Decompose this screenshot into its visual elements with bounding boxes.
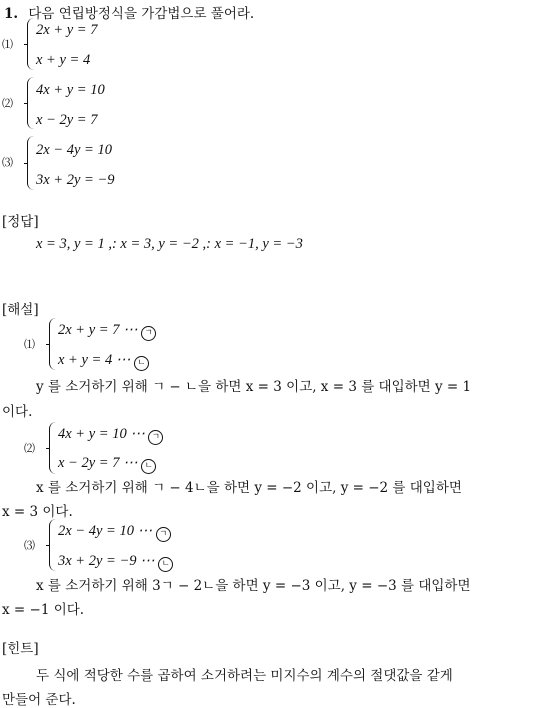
circled-mark-icon: ㄱ <box>141 326 156 341</box>
hint-text-2: 만들어 준다. <box>2 692 76 708</box>
problem-instruction: 다음 연립방정식을 가감법으로 풀어라. <box>28 6 255 22</box>
equation-3b: 3x + 2y = −9 <box>36 172 115 188</box>
explanation-text-1: y 를 소거하기 위해 ㄱ − ㄴ을 하면 x = 3 이고, x = 3 를 대입하면 y = 1 <box>36 379 472 395</box>
explanation-brace-2 <box>49 422 57 474</box>
explanation-text-1b: 이다. <box>2 404 33 420</box>
explanation-heading: [해설] <box>2 302 39 318</box>
circled-mark-icon: ㄴ <box>141 459 156 474</box>
explanation-text-2: x 를 소거하기 위해 ㄱ − 4ㄴ을 하면 y = −2 이고, y = −2 를 대입하면 <box>36 480 462 496</box>
explanation-part-label-1: ⑴ <box>24 338 35 351</box>
explanation-brace-1 <box>49 318 57 370</box>
explanation-equation-1a: 2x + y = 7 ⋯ ㄱ <box>58 322 156 341</box>
system-brace-2 <box>27 77 35 129</box>
explanation-equation-1b: x + y = 4 ⋯ ㄴ <box>58 352 149 371</box>
explanation-brace-3 <box>49 519 57 571</box>
equation-2a: 4x + y = 10 <box>36 82 105 98</box>
explanation-equation-3b: 3x + 2y = −9 ⋯ ㄴ <box>58 553 173 572</box>
circled-mark-icon: ㄱ <box>156 527 171 542</box>
equation-2b: x − 2y = 7 <box>36 112 98 128</box>
system-brace-1 <box>27 18 35 70</box>
system-brace-3 <box>27 136 35 190</box>
explanation-text-2b: x = 3 이다. <box>2 504 73 520</box>
circled-mark-icon: ㄴ <box>134 356 149 371</box>
explanation-part-label-3: ⑶ <box>24 539 35 552</box>
part-label-1: ⑴ <box>2 38 13 51</box>
explanation-equation-2a: 4x + y = 10 ⋯ ㄱ <box>58 426 163 445</box>
answer-heading: [정답] <box>2 214 39 230</box>
explanation-part-label-2: ⑵ <box>24 442 35 455</box>
hint-text-1: 두 식에 적당한 수를 곱하여 소거하려는 미지수의 계수의 절댓값을 같게 <box>36 668 453 684</box>
explanation-equation-2b: x − 2y = 7 ⋯ ㄴ <box>58 455 156 474</box>
part-label-3: ⑶ <box>2 156 13 169</box>
explanation-text-3: x 를 소거하기 위해 3ㄱ − 2ㄴ을 하면 y = −3 이고, y = −3 를 대입하면 <box>36 578 471 594</box>
circled-mark-icon: ㄱ <box>148 430 163 445</box>
explanation-equation-3a: 2x − 4y = 10 ⋯ ㄱ <box>58 523 171 542</box>
equation-1a: 2x + y = 7 <box>36 22 98 38</box>
equation-1b: x + y = 4 <box>36 52 91 68</box>
hint-heading: [힌트] <box>2 641 39 657</box>
answer-text: x = 3, y = 1 ,: x = 3, y = −2 ,: x = −1, y = −3 <box>36 236 303 252</box>
problem-number: 1. <box>4 6 19 22</box>
circled-mark-icon: ㄴ <box>158 557 173 572</box>
problem-header <box>4 2 254 22</box>
part-label-2: ⑵ <box>2 97 13 110</box>
explanation-text-3b: x = −1 이다. <box>2 602 85 618</box>
equation-3a: 2x − 4y = 10 <box>36 142 112 158</box>
